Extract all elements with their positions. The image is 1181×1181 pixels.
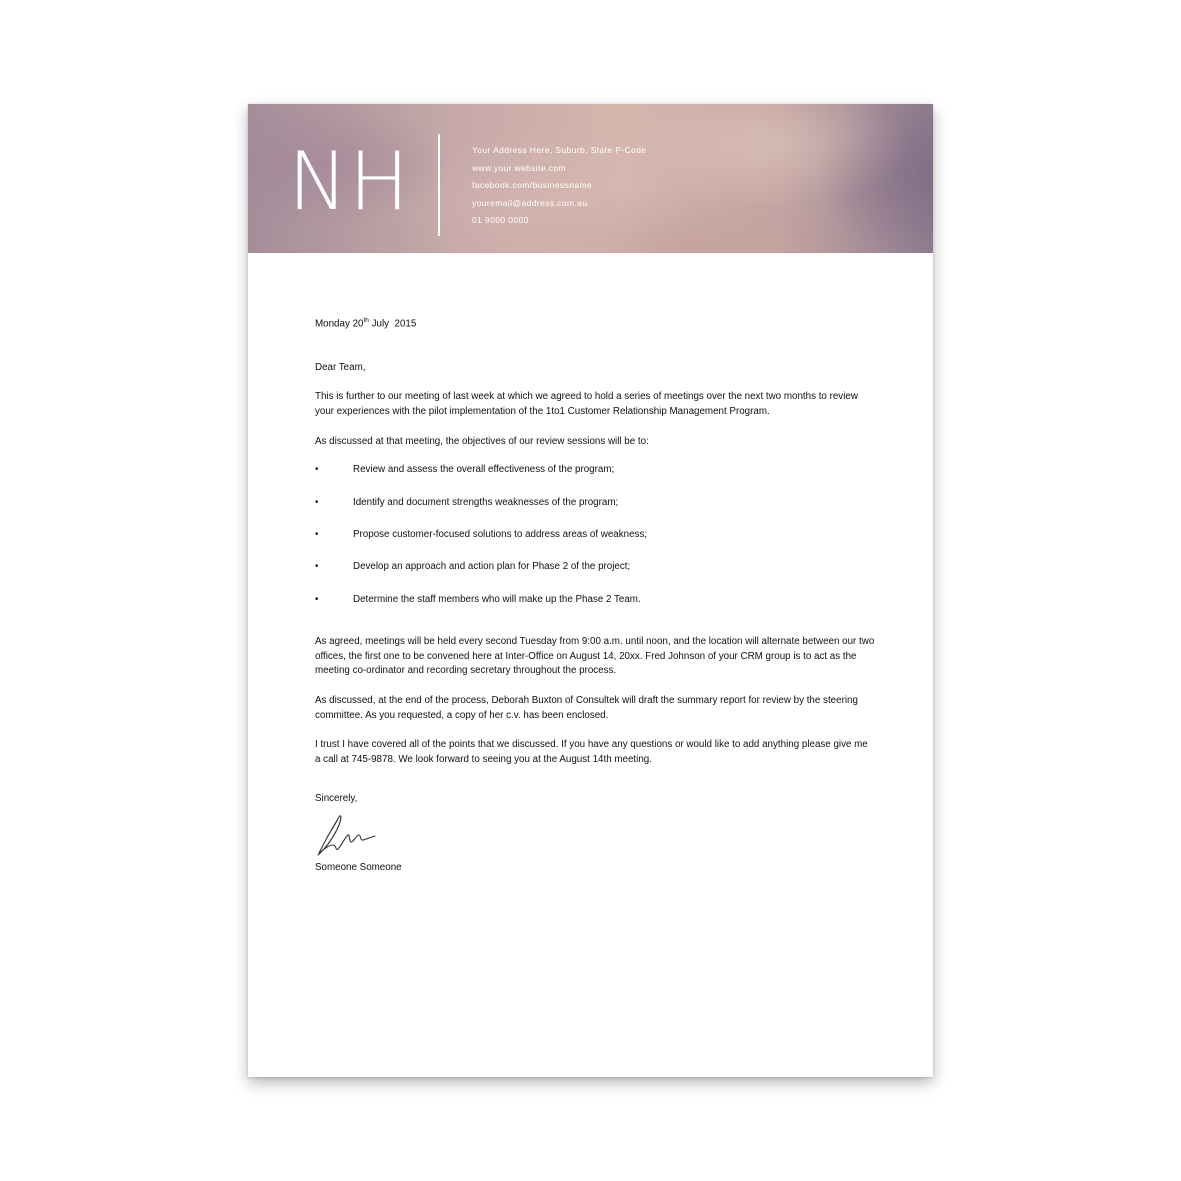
bullet-marker: • xyxy=(315,529,319,541)
contact-email: youremail@address.com.au xyxy=(472,197,588,208)
letter-body xyxy=(315,314,875,876)
list-item xyxy=(315,496,875,528)
letter-date xyxy=(315,314,875,332)
monogram-logo: NH xyxy=(288,135,410,228)
letterhead-banner xyxy=(248,104,933,253)
list-item xyxy=(315,593,875,625)
date-ordinal: th xyxy=(363,317,369,324)
objectives-intro: As discussed at that meeting, the objectives of our review sessions will be to: xyxy=(315,435,649,447)
objectives-list xyxy=(315,463,875,625)
bullet-marker: • xyxy=(315,464,319,476)
list-item xyxy=(315,528,875,560)
contact-phone: 01 9000 0000 xyxy=(472,215,529,225)
intro-paragraph: This is further to our meeting of last week at which we agreed to hold a series of meetings over the next two months to review your experiences with the pilot implementation of the 1to1 Customer Relationship Management Program. xyxy=(315,391,858,418)
date-rest: July 2015 xyxy=(368,318,417,330)
signature-image xyxy=(315,809,387,859)
signer-name: Someone Someone xyxy=(315,861,402,873)
contact-website: www.your.website.com xyxy=(472,162,566,173)
list-item xyxy=(315,463,875,495)
list-item xyxy=(315,560,875,592)
closing-paragraph: I trust I have covered all of the points that we discussed. If you have any questions or would like to add anything please give me a call at 745-9878. We look forward to seeing you at the August 14th meeting. xyxy=(315,739,868,765)
letter-page xyxy=(248,104,933,1077)
header-divider xyxy=(438,134,440,236)
bullet-marker: • xyxy=(315,593,319,605)
report-paragraph: As discussed, at the end of the process, Deborah Buxton of Consultek will draft the summary report for review by the steering committee. As you requested, a copy of her c.v. has been enclosed. xyxy=(315,694,858,721)
bullet-marker: • xyxy=(315,561,319,573)
list-item-text: Review and assess the overall effectiveness of the program; xyxy=(353,464,615,476)
salutation: Dear Team, xyxy=(315,361,366,373)
schedule-paragraph: As agreed, meetings will be held every second Tuesday from 9:00 a.m. until noon, and the location will alternate between our two offices, the first one to be convened here at Inter-Office on August 14, 20xx. Fred Johnson of your CRM group is to act as the meeting co-ordinator and recording secretary throughout the process. xyxy=(315,636,875,677)
contact-address: Your Address Here, Suburb, State P-Code xyxy=(472,145,647,155)
list-item-text: Develop an approach and action plan for Phase 2 of the project; xyxy=(353,561,631,573)
list-item-text: Identify and document strengths weaknesses of the program; xyxy=(353,496,619,508)
bullet-marker: • xyxy=(315,496,319,508)
sign-off: Sincerely, xyxy=(315,793,358,805)
list-item-text: Propose customer-focused solutions to address areas of weakness; xyxy=(353,529,648,541)
contact-details xyxy=(472,142,647,230)
contact-facebook: facebook.com/businessname xyxy=(472,180,593,190)
list-item-text: Determine the staff members who will make up the Phase 2 Team. xyxy=(353,593,641,605)
date-day: Monday 20 xyxy=(315,318,364,330)
